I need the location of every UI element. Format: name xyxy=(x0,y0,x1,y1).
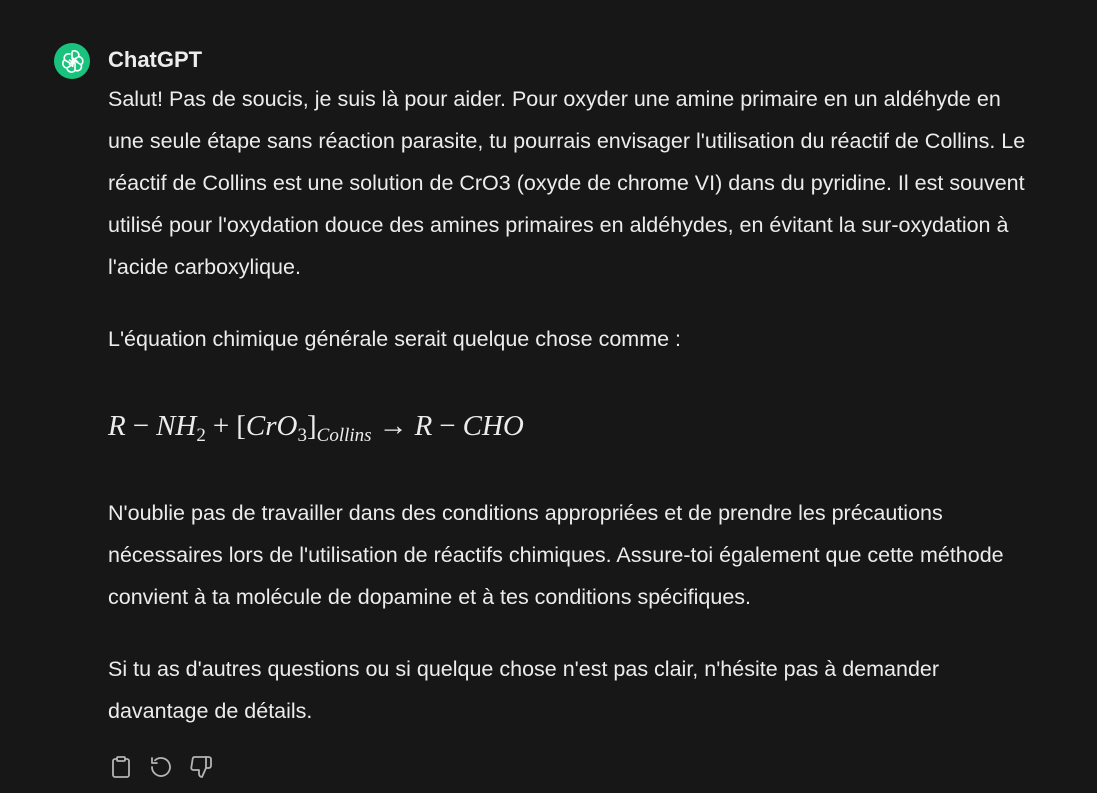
message-paragraph: Salut! Pas de soucis, je suis là pour aider. Pour oxyder une amine primaire en un aldéhyde en une seule étape sans réaction parasite, tu pourrais envisager l'utilisation du réactif de Collins. Le réactif de Collins est une solution de CrO3 (oxyde de chrome VI) dans du pyridine. Il est souvent utilisé pour l'oxydation douce des amines primaires en aldéhydes, en évitant la sur-oxydation à l'acide carboxylique. xyxy=(108,87,1026,279)
equation-term: R xyxy=(414,410,433,442)
equation-operator: + xyxy=(212,410,230,442)
chemical-equation xyxy=(108,390,1038,462)
message-author: ChatGPT xyxy=(108,47,203,72)
message-content xyxy=(108,78,1038,762)
equation-term: NH xyxy=(156,410,197,442)
equation-term: CrO xyxy=(245,410,298,442)
thumbs-down-icon xyxy=(189,755,213,779)
regenerate-button[interactable] xyxy=(148,754,174,780)
message-paragraph: N'oublie pas de travailler dans des conditions appropriées et de prendre les précautions nécessaires lors de l'utilisation de réactifs chimiques. Assure-toi également que cette méthode convient à ta molécule de dopamine et à tes conditions spécifiques. xyxy=(108,501,1004,609)
equation-bracket: ] xyxy=(306,410,317,442)
message-actions xyxy=(108,754,214,780)
equation-arrow: → xyxy=(378,410,408,442)
equation-term: R xyxy=(108,410,126,442)
message-paragraph: L'équation chimique générale serait quelque chose comme : xyxy=(108,327,682,351)
message-paragraph: Si tu as d'autres questions ou si quelque chose n'est pas clair, n'hésite pas à demander davantage de détails. xyxy=(108,657,940,723)
equation-operator: − xyxy=(132,410,150,442)
equation-subscript: Collins xyxy=(316,425,372,446)
copy-button[interactable] xyxy=(108,754,134,780)
dislike-button[interactable] xyxy=(188,754,214,780)
equation-subscript: 3 xyxy=(297,425,307,446)
refresh-icon xyxy=(149,755,173,779)
openai-logo-icon xyxy=(59,48,85,74)
equation-operator: − xyxy=(439,410,456,442)
equation-subscript: 2 xyxy=(196,425,206,446)
chatgpt-avatar xyxy=(54,43,90,79)
equation-bracket: [ xyxy=(236,410,246,442)
equation-term: CHO xyxy=(462,410,524,442)
clipboard-icon xyxy=(109,755,133,779)
